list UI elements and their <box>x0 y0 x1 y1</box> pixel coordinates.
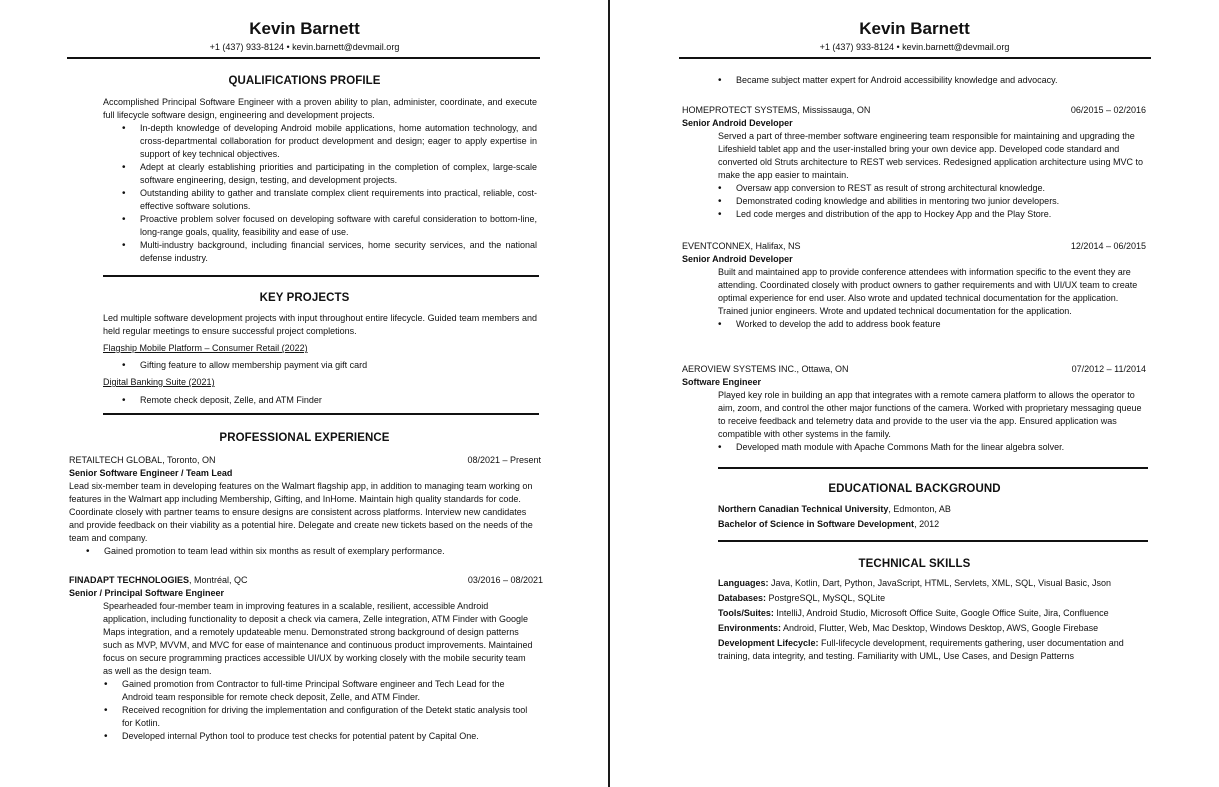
job-employer <box>682 104 870 117</box>
contact-line: +1 (437) 933-8124 • kevin.barnett@devmail.org <box>819 42 1010 52</box>
education-school <box>718 503 1148 516</box>
skills-label: Tools/Suites: <box>718 608 774 618</box>
job-description: Built and maintained app to provide conference attendees with information specific to the event they are attending. Coordinated closely with product owners to gather requirements and with UI/UX team to create optimal experience for end user. Also wrote and updated technical documentation for the application. Trained junior engineers. Wrote and updated technical documentation for the application. <box>718 267 1138 316</box>
project-name: Flagship Mobile Platform – Consumer Retail (2022) <box>103 343 308 353</box>
list-item: • Gained promotion from Contractor to full-time Principal Software engineer and Tech Lead for the Android team responsible for remote check deposit, Zelle, and ATM Finder. <box>122 678 536 704</box>
job-aeroview <box>682 363 1146 454</box>
job-homeprotect <box>682 104 1146 221</box>
job-bullets <box>736 441 1146 454</box>
job-description: Lead six-member team in developing features on the Walmart flagship app, in addition to managing team working on features in the Walmart app including Membership, Gifting, and InHome. Maintain high quality standards for code. Coordinate closely with partner teams to ensure designs are consistent across platforms. Interview new candidates and provide feedback on their viability as a potential hire. Delegate and create new tickets based on the needs of the team and company. <box>69 481 533 543</box>
job-description: Served a part of three-member software engineering team responsible for maintaining and upgrading the Lifeshield tablet app and the user-installed bring your own device app. Developed code standard and converted old Struts architecture to REST web services. Redesigned application architecture using MVC to make the app easier to maintain. <box>718 131 1144 180</box>
project-bullets <box>140 359 537 372</box>
education-heading: EDUCATIONAL BACKGROUND <box>828 483 1001 495</box>
skills-value: Android, Flutter, Web, Mac Desktop, Windows Desktop, AWS, Google Firebase <box>781 623 1099 633</box>
skills-label: Environments: <box>718 623 782 633</box>
list-item: • Oversaw app conversion to REST as result of strong architectural knowledge. <box>736 182 1146 195</box>
qualifications-heading: QUALIFICATIONS PROFILE <box>228 75 381 87</box>
projects-summary: Led multiple software development projects with input throughout entire lifecycle. Guided team members and held regular meetings to ensure successful project completions. <box>103 313 537 336</box>
skills-label: Development Lifecycle: <box>718 638 819 648</box>
job-finadapt <box>69 574 543 743</box>
job-role: Senior Software Engineer / Team Lead <box>69 468 233 478</box>
header-rule <box>679 57 1151 59</box>
education-degree <box>718 518 1148 531</box>
job-header <box>69 454 541 467</box>
section-rule <box>718 540 1148 542</box>
list-item: • Demonstrated coding knowledge and abilities in mentoring two junior developers. <box>736 195 1146 208</box>
qualifications-list <box>140 122 537 265</box>
skills-label: Languages: <box>718 578 769 588</box>
job-role: Software Engineer <box>682 377 762 387</box>
job-dates: 07/2012 – 11/2014 <box>1071 364 1146 374</box>
skills-row <box>718 637 1138 663</box>
school-name: Northern Canadian Technical University <box>718 504 889 514</box>
job-bullets <box>736 74 1148 87</box>
degree-year: , 2012 <box>914 519 940 529</box>
job-bullets <box>736 318 1146 331</box>
skills-row <box>718 622 1138 635</box>
qualifications-section <box>103 96 537 265</box>
company-name: HOMEPROTECT SYSTEMS <box>682 105 798 115</box>
list-item: • Adept at clearly establishing priorities and participating in the completion of complex, large-scale software engineering, design, testing, and development projects. <box>140 161 537 187</box>
qualifications-summary: Accomplished Principal Software Engineer with a proven ability to plan, administer, coordinate, and execute full lifecycle software design, engineering and development projects. <box>103 97 537 120</box>
skills-value: Full-lifecycle development, requirements gathering, user documentation and training, data integrity, and testing. Familiarity with UML, Use Cases, and Design Patterns <box>718 638 1124 661</box>
skills-section <box>718 577 1138 663</box>
company-name: AEROVIEW SYSTEMS INC. <box>682 364 797 374</box>
list-item: • Outstanding ability to gather and translate complex client requirements into practical, reliable, cost-effective software solutions. <box>140 187 537 213</box>
skills-row <box>718 607 1138 620</box>
company-name: EVENTCONNEX <box>682 241 751 251</box>
job-header <box>682 104 1146 117</box>
section-rule <box>103 413 539 415</box>
company-location: , Mississauga, ON <box>797 105 871 115</box>
job-dates: 03/2016 – 08/2021 <box>467 575 543 585</box>
job-role: Senior / Principal Software Engineer <box>69 588 225 598</box>
skills-value: Java, Kotlin, Dart, Python, JavaScript, HTML, Servlets, XML, SQL, Visual Basic, Json <box>768 578 1111 588</box>
section-rule <box>103 275 539 277</box>
company-location: , Montréal, QC <box>189 575 248 585</box>
job-header <box>682 240 1146 253</box>
skills-row <box>718 592 1138 605</box>
list-item: • Remote check deposit, Zelle, and ATM Finder <box>140 394 537 407</box>
skills-heading: TECHNICAL SKILLS <box>858 558 971 570</box>
experience-heading: PROFESSIONAL EXPERIENCE <box>219 432 390 444</box>
list-item: • Became subject matter expert for Android accessibility knowledge and advocacy. <box>736 74 1148 87</box>
school-location: , Edmonton, AB <box>888 504 951 514</box>
project-name: Digital Banking Suite (2021) <box>103 377 215 387</box>
list-item: • In-depth knowledge of developing Android mobile applications, home automation technology, and cross-departmental collaboration for product development and design; eager to apply expertise in support of key technical objectives. <box>140 122 537 161</box>
candidate-name: Kevin Barnett <box>859 19 970 38</box>
job-bullets <box>122 678 536 743</box>
job-description: Played key role in building an app that integrates with a remote camera platform to allows the operator to aim, zoom, and control the other major functions of the camera. Worked with proprietary messaging queue to receive feedback and telemetry data and provide to the user via the app. Ensured application was compatible with other systems in the family. <box>718 390 1142 439</box>
list-item: • Led code merges and distribution of the app to Hockey App and the Play Store. <box>736 208 1146 221</box>
job-bullets <box>104 545 541 558</box>
job-eventconnex <box>682 240 1146 331</box>
job-employer <box>69 454 216 467</box>
job-continued <box>718 74 1148 87</box>
company-location: , Halifax, NS <box>750 241 801 251</box>
company-location: , Toronto, ON <box>162 455 216 465</box>
job-employer <box>682 240 801 253</box>
skills-row <box>718 577 1138 590</box>
list-item: • Gifting feature to allow membership payment via gift card <box>140 359 537 372</box>
list-item: • Gained promotion to team lead within six months as result of exemplary performance. <box>104 545 541 558</box>
skills-value: PostgreSQL, MySQL, SQLite <box>766 593 886 603</box>
job-dates: 06/2015 – 02/2016 <box>1070 105 1146 115</box>
job-dates: 08/2021 – Present <box>467 455 541 465</box>
list-item: • Multi-industry background, including financial services, home security services, and the national defense industry. <box>140 239 537 265</box>
skills-value: IntelliJ, Android Studio, Microsoft Office Suite, Google Office Suite, Jira, Confluence <box>773 608 1109 618</box>
degree-name: Bachelor of Science in Software Development <box>718 519 915 529</box>
job-role: Senior Android Developer <box>682 118 793 128</box>
resume-page-1 <box>0 0 609 787</box>
projects-section <box>103 312 537 407</box>
contact-line: +1 (437) 933-8124 • kevin.barnett@devmail.org <box>209 42 400 52</box>
job-bullets <box>736 182 1146 221</box>
resume-page-2 <box>610 0 1219 787</box>
projects-heading: KEY PROJECTS <box>259 292 350 304</box>
job-header <box>682 363 1146 376</box>
education-section <box>718 503 1148 531</box>
list-item: • Worked to develop the add to address book feature <box>736 318 1146 331</box>
skills-label: Databases: <box>718 593 767 603</box>
project-bullets <box>140 394 537 407</box>
job-description: Spearheaded four-member team in improving features in a scalable, resilient, accessible Android application, including functionality to deposit a check via camera, Zelle integration, ATM Finder with Google Maps integration, and a remotely updateable menu. Demonstrated strong background of design patterns such as MVP, MVVM, and MVC for ease of maintenance and continuous product improvements. Maintained focus on secure programming practices accessible UI/UX by working closely with the mobile security team as well as the design team. <box>103 601 533 676</box>
company-name: RETAILTECH GLOBAL <box>69 455 163 465</box>
list-item: • Received recognition for driving the implementation and configuration of the Detekt static analysis tool for Kotlin. <box>122 704 536 730</box>
job-employer <box>69 574 248 587</box>
header-rule <box>67 57 540 59</box>
job-header <box>69 574 543 587</box>
job-retailtech <box>69 454 541 558</box>
job-dates: 12/2014 – 06/2015 <box>1070 241 1146 251</box>
candidate-name: Kevin Barnett <box>249 19 360 38</box>
job-role: Senior Android Developer <box>682 254 793 264</box>
list-item: • Proactive problem solver focused on developing software with careful consideration to bottom-line, long-range goals, quality, feasibility and ease of use. <box>140 213 537 239</box>
list-item: • Developed math module with Apache Commons Math for the linear algebra solver. <box>736 441 1146 454</box>
company-location: , Ottawa, ON <box>796 364 849 374</box>
section-rule <box>718 467 1148 469</box>
company-name: FINADAPT TECHNOLOGIES <box>69 575 190 585</box>
list-item: • Developed internal Python tool to produce test checks for potential patent by Capital One. <box>122 730 536 743</box>
job-employer <box>682 363 849 376</box>
